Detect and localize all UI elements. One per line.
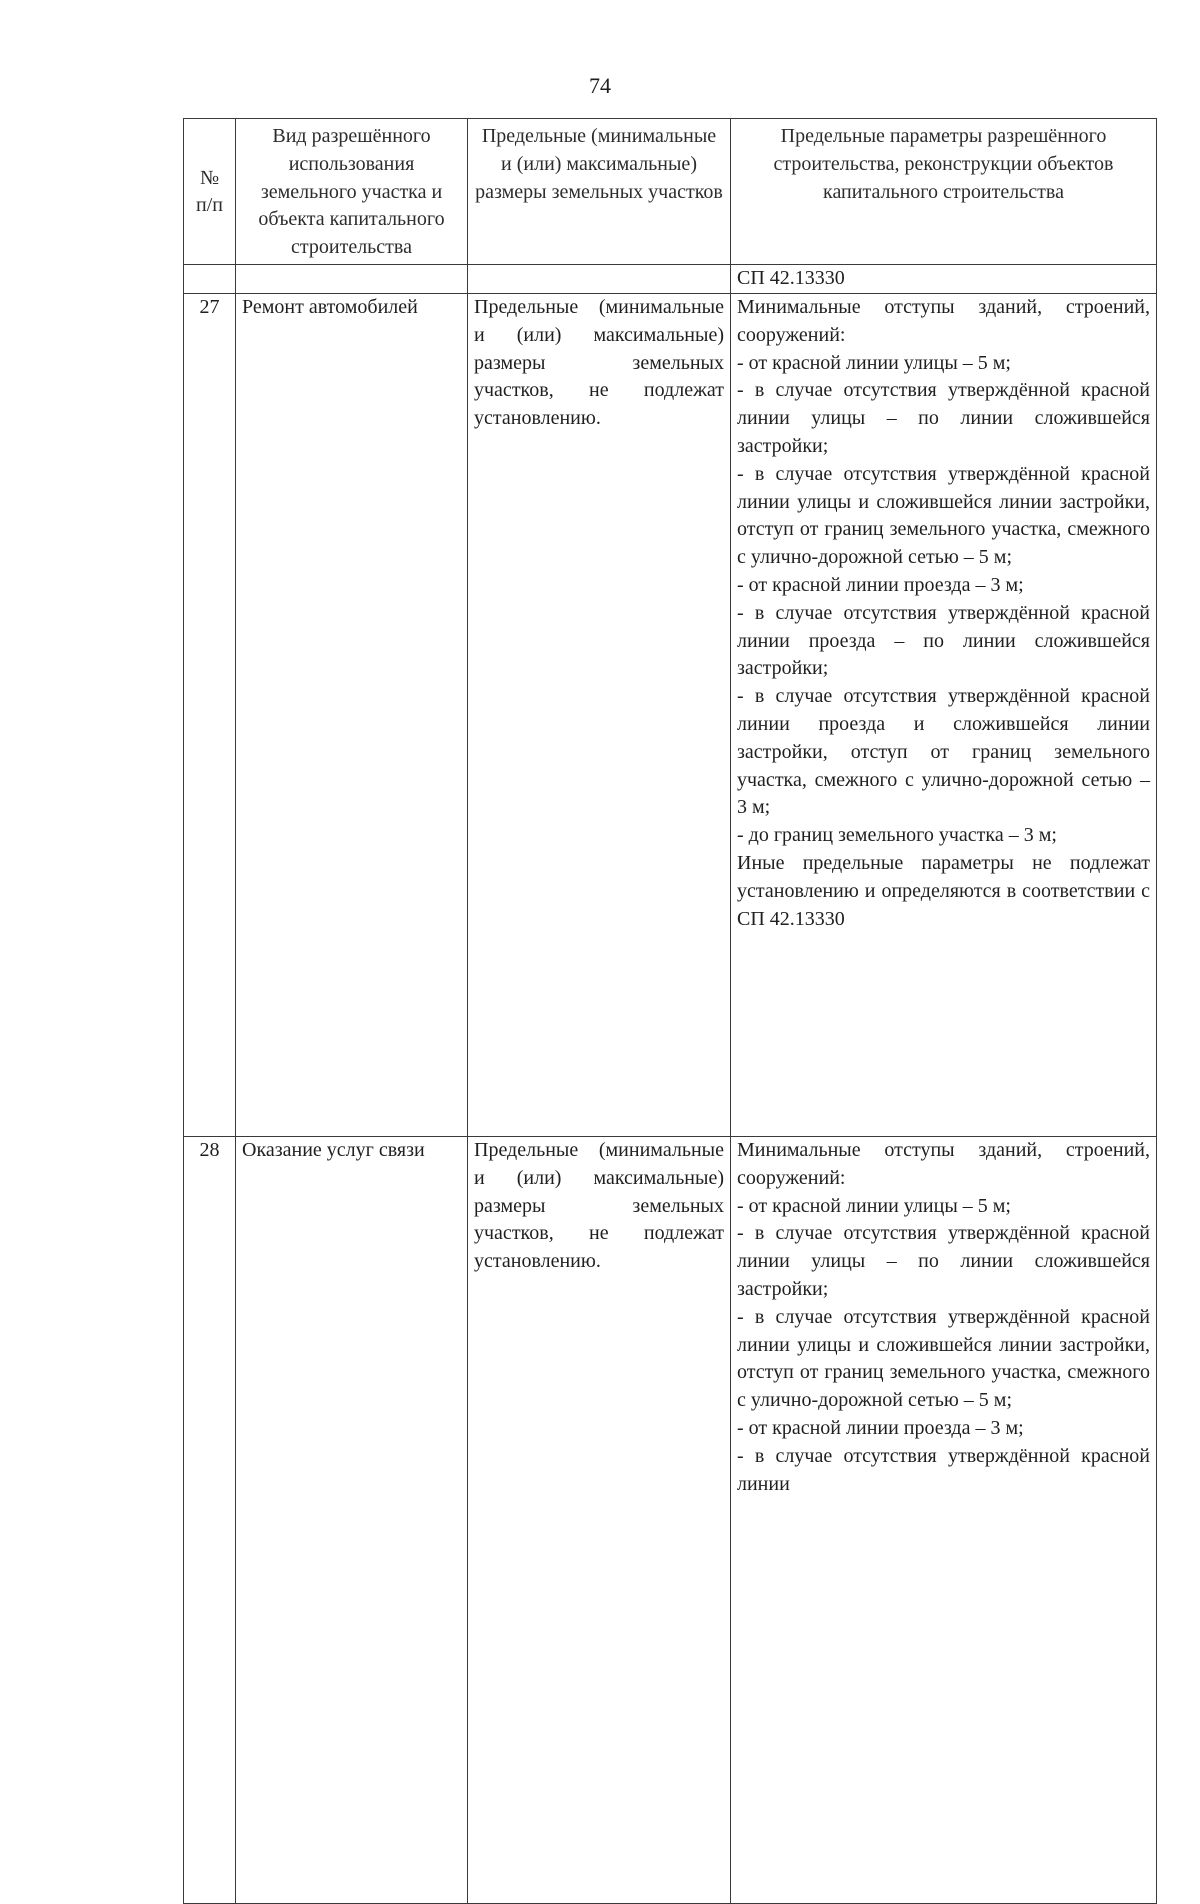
- param-line: - в случае отсутствия утверждённой красной линии улицы и сложившейся линии застройки, отступ от границ земельного участка, смежного с улично-дорожной сетью – 5 м;: [737, 462, 1150, 569]
- param-line: Минимальные отступы зданий, строений, сооружений:: [737, 1138, 1150, 1189]
- param-line: - в случае отсутствия утверждённой красной линии проезда – по линии сложившейся застройки;: [737, 601, 1150, 680]
- param-line: - в случае отсутствия утверждённой красной линии: [737, 1444, 1150, 1495]
- cell-params: [731, 293, 1157, 1136]
- cell-size: Предельные (минимальные и (или) максимальные) размеры земельных участков, не подлежат установлению.: [468, 293, 731, 1136]
- header-size: Предельные (минимальные и (или) максимальные) размеры земельных участков: [468, 119, 731, 265]
- param-line: - до границ земельного участка – 3 м;: [737, 824, 1057, 847]
- cell-params: СП 42.13330: [731, 264, 1157, 293]
- page-number: 74: [589, 73, 611, 98]
- table-header: [184, 119, 1157, 265]
- table-row-continuation: [184, 264, 1157, 293]
- cell-kind: Оказание услуг связи: [236, 1136, 468, 1903]
- param-line: - от красной линии проезда – 3 м;: [737, 1416, 1024, 1439]
- table-row: [184, 1136, 1157, 1903]
- header-params: Предельные параметры разрешённого строительства, реконструкции объектов капитального строительства: [731, 119, 1157, 265]
- cell-kind: Ремонт автомобилей: [236, 293, 468, 1136]
- param-line: Иные предельные параметры не подлежат установлению и определяются в соответствии с СП 42.13330: [737, 851, 1150, 930]
- cell-size: Предельные (минимальные и (или) максимальные) размеры земельных участков, не подлежат установлению.: [468, 1136, 731, 1903]
- param-line: - в случае отсутствия утверждённой красной линии проезда и сложившейся линии застройки, отступ от границ земельного участка, смежного с улично-дорожной сетью – 3 м;: [737, 685, 1150, 819]
- param-line: - в случае отсутствия утверждённой красной линии улицы – по линии сложившейся застройки;: [737, 1222, 1150, 1300]
- param-line: - от красной линии проезда – 3 м;: [737, 573, 1024, 596]
- param-line: - от красной линии улицы – 5 м;: [737, 1194, 1011, 1217]
- header-kind: Вид разрешённого использования земельного участка и объекта капитального строительства: [236, 119, 468, 265]
- regulations-table: [183, 118, 1157, 1904]
- cell-params: [731, 1136, 1157, 1903]
- cell-num: 27: [184, 293, 236, 1136]
- param-line: Минимальные отступы зданий, строений, сооружений:: [737, 295, 1150, 346]
- param-line: - от красной линии улицы – 5 м;: [737, 351, 1011, 374]
- cell-num: 28: [184, 1136, 236, 1903]
- param-line: - в случае отсутствия утверждённой красной линии улицы и сложившейся линии застройки, отступ от границ земельного участка, смежного с улично-дорожной сетью – 5 м;: [737, 1305, 1150, 1412]
- cell-size: [468, 264, 731, 293]
- header-num: № п/п: [184, 119, 236, 265]
- table-row: [184, 293, 1157, 1136]
- param-line: - в случае отсутствия утверждённой красной линии улицы – по линии сложившейся застройки;: [737, 379, 1150, 457]
- cell-kind: [236, 264, 468, 293]
- cell-num: [184, 264, 236, 293]
